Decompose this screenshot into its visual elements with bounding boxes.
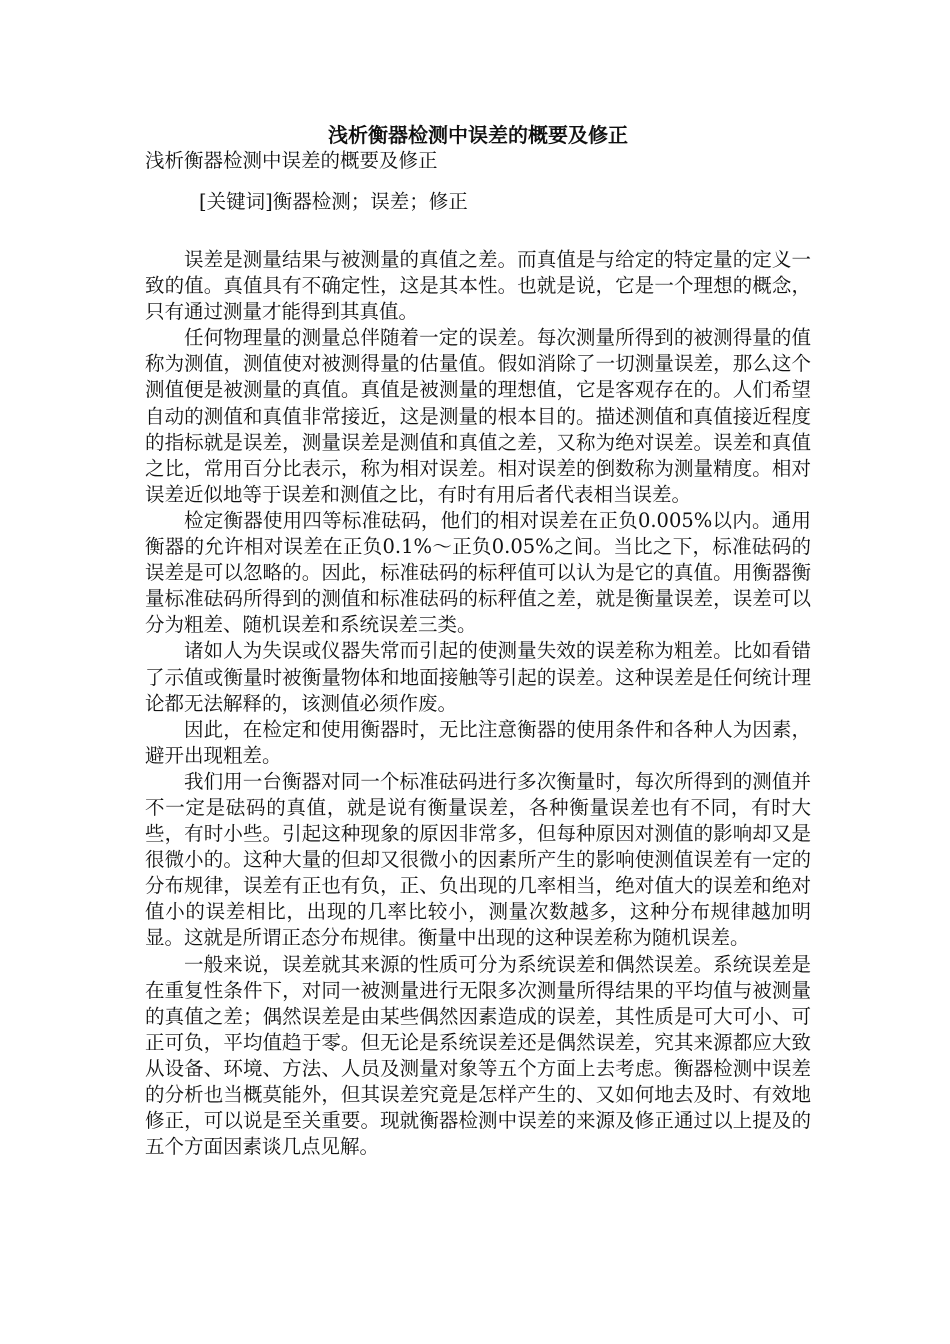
paragraph: 误差是测量结果与被测量的真值之差。而真值是与给定的特定量的定义一致的值。真值具有不确定性，这是其本性。也就是说，它是一个理想的概念，只有通过测量才能得到其真值。 bbox=[145, 248, 811, 324]
document-subtitle: 浅析衡器检测中误差的概要及修正 bbox=[145, 149, 438, 172]
paragraph: 因此，在检定和使用衡器时，无比注意衡器的使用条件和各种人为因素，避开出现粗差。 bbox=[145, 717, 811, 767]
keywords-line: [关键词]衡器检测；误差；修正 bbox=[199, 190, 468, 213]
document-title: 浅析衡器检测中误差的概要及修正 bbox=[328, 123, 628, 147]
paragraph: 诸如人为失误或仪器失常而引起的使测量失效的误差称为粗差。比如看错了示值或衡量时被衡量物体和地面接触等引起的误差。这种误差是任何统计理论都无法解释的，该测值必须作废。 bbox=[145, 639, 811, 715]
paragraph: 任何物理量的测量总伴随着一定的误差。每次测量所得到的被测得量的值称为测值，测值使对被测得量的估量值。假如消除了一切测量误差，那么这个测值便是被测量的真值。真值是被测量的理想值，它是客观存在的。人们希望自动的测值和真值非常接近，这是测量的根本目的。描述测值和真值接近程度的指标就是误差，测量误差是测值和真值之差，又称为绝对误差。误差和真值之比，常用百分比表示，称为相对误差。相对误差的倒数称为测量精度。相对误差近似地等于误差和测值之比，有时有用后者代表相当误差。 bbox=[145, 326, 811, 506]
paragraph: 我们用一台衡器对同一个标准砝码进行多次衡量时，每次所得到的测值并不一定是砝码的真值，就是说有衡量误差，各种衡量误差也有不同，有时大些，有时小些。引起这种现象的原因非常多，但每种原因对测值的影响却又是很微小的。这种大量的但却又很微小的因素所产生的影响使测值误差有一定的分布规律，误差有正也有负，正、负出现的几率相当，绝对值大的误差和绝对值小的误差相比，出现的几率比较小，测量次数越多，这种分布规律越加明显。这就是所谓正态分布规律。衡量中出现的这种误差称为随机误差。 bbox=[145, 769, 811, 950]
document-page bbox=[145, 122, 811, 1160]
paragraph: 一般来说，误差就其来源的性质可分为系统误差和偶然误差。系统误差是在重复性条件下，对同一被测量进行无限多次测量所得结果的平均值与被测量的真值之差；偶然误差是由某些偶然因素造成的误差，其性质是可大可小、可正可负，平均值趋于零。但无论是系统误差还是偶然误差，究其来源都应大致从设备、环境、方法、人员及测量对象等五个方面上去考虑。衡器检测中误差的分析也当概莫能外，但其误差究竟是怎样产生的、又如何地去及时、有效地修正，可以说是至关重要。现就衡器检测中误差的来源及修正通过以上提及的五个方面因素谈几点见解。 bbox=[145, 952, 811, 1159]
paragraph: 检定衡器使用四等标准砝码，他们的相对误差在正负0.005%以内。通用衡器的允许相对误差在正负0.1%～正负0.05%之间。当比之下，标准砝码的误差是可以忽略的。因此，标准砝码的标秤值可以认为是它的真值。用衡器衡量标准砝码所得到的测值和标准砝码的标秤值之差，就是衡量误差，误差可以分为粗差、随机误差和系统误差三类。 bbox=[145, 508, 811, 637]
body-text bbox=[145, 247, 811, 1160]
